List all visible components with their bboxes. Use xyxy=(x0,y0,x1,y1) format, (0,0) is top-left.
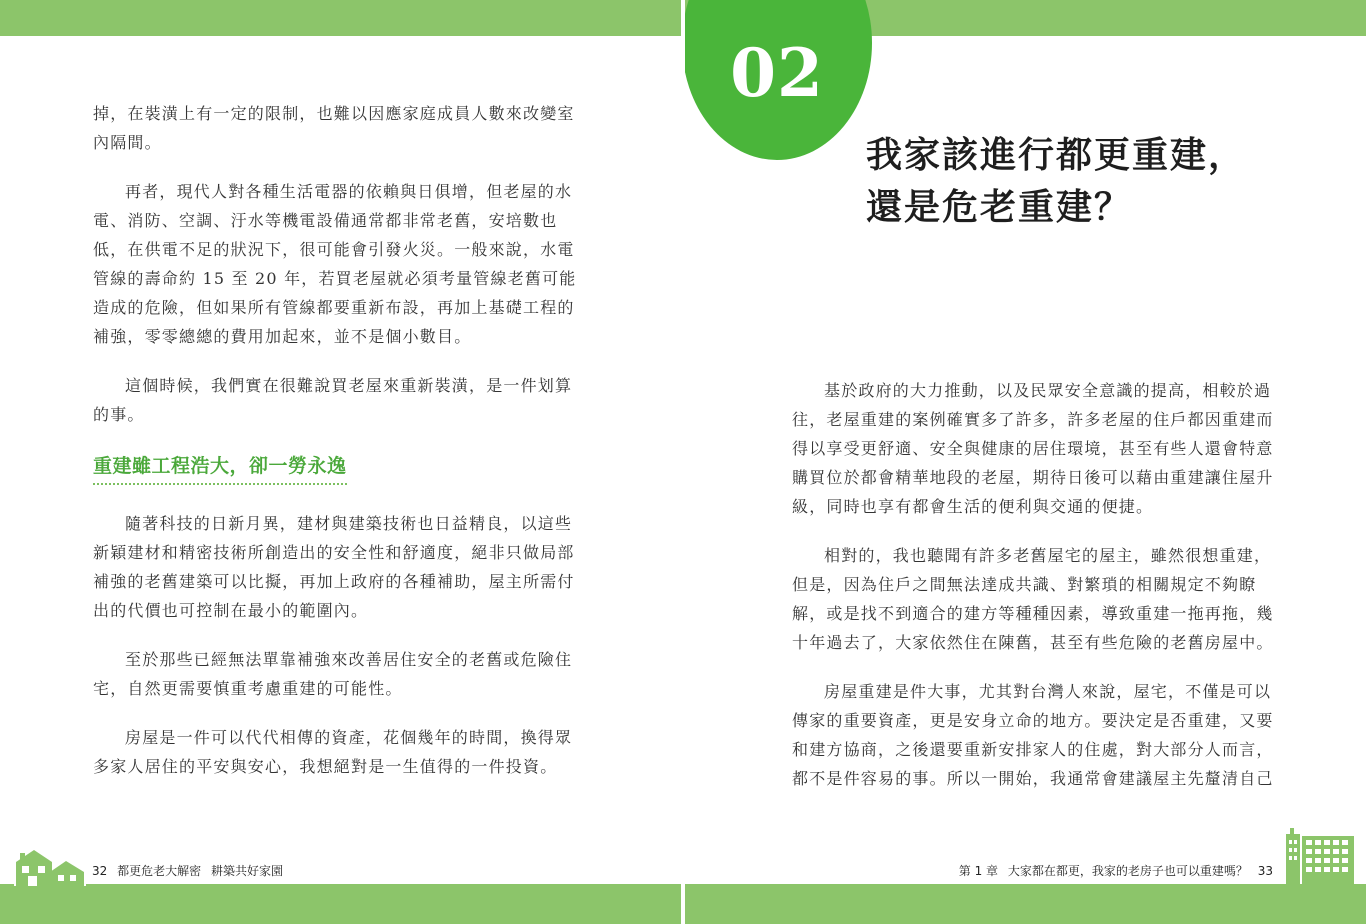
chapter-title-line: 我家該進行都更重建， xyxy=(866,135,1247,176)
paragraph: 房屋重建是件大事，尤其對台灣人來說，屋宅，不僅是可以傳家的重要資產，更是安身立命的地方。要決定是否重建，又要和建方協商，之後還要重新安排家人的住處，對大部分人而言，都不是件容易的事。所以一開始，我通常會建議屋主先釐清自己 xyxy=(792,682,1274,788)
houses-icon xyxy=(14,846,86,890)
page-number: 32 xyxy=(92,864,108,878)
page-number: 33 xyxy=(1257,864,1273,878)
book-title: 都更危老大解密 xyxy=(117,864,202,878)
paragraph: 至於那些已經無法單靠補強來改善居住安全的老舊或危險住宅，自然更需要慎重考慮重建的可能性。 xyxy=(93,650,573,698)
section-heading-wrap xyxy=(93,451,579,485)
right-footer xyxy=(953,862,1273,879)
chapter-title xyxy=(866,130,1286,234)
paragraph: 這個時候，我們實在很難說買老屋來重新裝潢，是一件划算的事。 xyxy=(93,376,573,424)
left-body xyxy=(93,99,579,781)
paragraph: 再者，現代人對各種生活電器的依賴與日俱增，但老屋的水電、消防、空調、汙水等機電設備通常都非常老舊，安培數也低，在供電不足的狀況下，很可能會引發火災。一般來說，水電管線的壽命約 15 至 20 年，若買老屋就必須考量管線老舊可能造成的危險，但如果所有管線都要重新布設，再加上基礎工程的補強，零零總總的費用加起來，並不是個小數目。 xyxy=(93,182,577,346)
left-footer xyxy=(92,862,289,879)
right-body xyxy=(792,376,1278,793)
chapter-title-line: 還是危老重建？ xyxy=(866,187,1133,228)
book-subtitle: 耕築共好家園 xyxy=(210,864,283,878)
chapter-number: 02 xyxy=(730,34,824,112)
paragraph: 相對的，我也聽聞有許多老舊屋宅的屋主，雖然很想重建，但是，因為住戶之間無法達成共識、對繁瑣的相關規定不夠瞭解，或是找不到適合的建方等種種因素，導致重建一拖再拖，幾十年過去了，大家依然住在陳舊，甚至有些危險的老舊房屋中。 xyxy=(792,546,1274,652)
paragraph: 掉，在裝潢上有一定的限制，也難以因應家庭成員人數來改變室內隔間。 xyxy=(93,104,575,152)
right-page xyxy=(685,0,1366,924)
paragraph: 基於政府的大力推動，以及民眾安全意識的提高，相較於過往，老屋重建的案例確實多了許多，許多老屋的住戶都因重建而得以享受更舒適、安全與健康的居住環境，甚至有些人還會特意購買位於都會精華地段的老屋，期待日後可以藉由重建讓住屋升級，同時也享有都會生活的便利與交通的便捷。 xyxy=(792,381,1274,516)
paragraph: 房屋是一件可以代代相傳的資產，花個幾年的時間，換得眾多家人居住的平安與安心，我想絕對是一生值得的一件投資。 xyxy=(93,728,573,776)
paragraph: 隨著科技的日新月異，建材與建築技術也日益精良，以這些新穎建材和精密技術所創造出的安全性和舒適度，絕非只做局部補強的老舊建築可以比擬，再加上政府的各種補助，屋主所需付出的代價也可控制在最小的範圍內。 xyxy=(93,514,575,620)
chapter-label: 第 1 章 xyxy=(958,864,999,878)
buildings-icon xyxy=(1282,822,1358,888)
chapter-running-title: 大家都在都更，我家的老房子也可以重建嗎？ xyxy=(1007,864,1248,878)
section-heading: 重建雖工程浩大，卻一勞永逸 xyxy=(93,451,347,485)
chapter-badge xyxy=(685,0,872,160)
left-page xyxy=(0,0,681,924)
